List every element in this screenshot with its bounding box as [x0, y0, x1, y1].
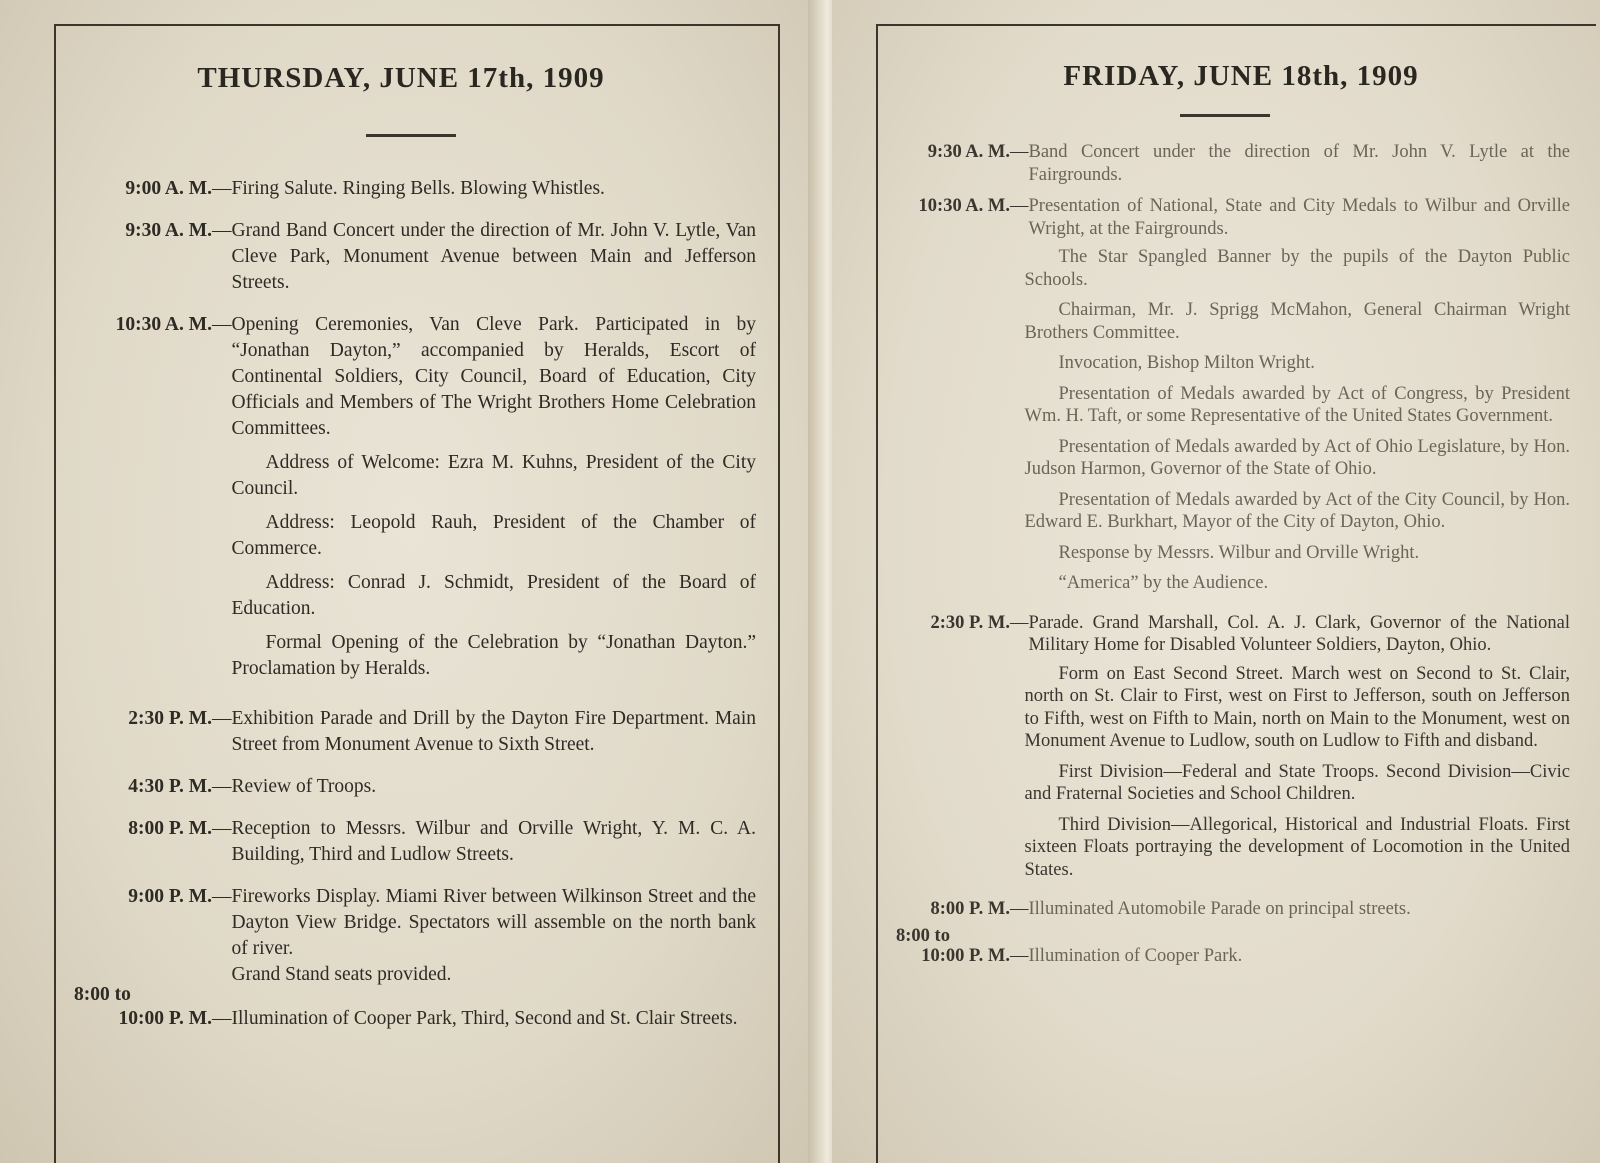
entry-subitem: Invocation, Bishop Milton Wright.: [1058, 353, 1315, 373]
schedule-entry: 10:30 A. M. — Opening Ceremonies, Van Cleve Park. Participated in by “Jonathan Dayton,” accompanied by Heralds, Escort of Continental Soldiers, City Council, Board of Education, City Officials and Members of The Wright Brothers Home Celebration Committees. Address of Welcome: Ezra M. Kuhns, President of the City Council. Address: Leopold Rauh, President of the Chamber of Commerce. Address: Conrad J. Schmidt, President of the Board of Education. Formal Opening of the Celebration by “Jonathan Dayton.” Proclamation by Heralds.: [60, 312, 756, 690]
right-day-title: FRIDAY, JUNE 18th, 1909: [1063, 60, 1419, 92]
entry-time: 9:30 A. M.: [927, 142, 1010, 162]
entry-time: 10:00 P. M.: [921, 946, 1010, 966]
left-title-rule: [366, 134, 456, 137]
entry-time: 9:00 A. M.: [125, 178, 212, 199]
entry-time: 9:00 P. M.: [128, 886, 212, 907]
schedule-entry: 8:00 P. M. — Illuminated Automobile Parade on principal streets.: [882, 898, 1570, 921]
entry-subitem: Presentation of Medals awarded by Act of Ohio Legislature, by Hon. Judson Harmon, Governor of the State of Ohio.: [1024, 436, 1570, 479]
entry-subitem: The Star Spangled Banner by the pupils of the Dayton Public Schools.: [1024, 247, 1570, 290]
schedule-entry: 10:30 A. M. — Presentation of National, State and City Medals to Wilbur and Orville Wright, at the Fairgrounds. The Star Spangled Banner by the pupils of the Dayton Public Schools. Chairman, Mr. J. Sprigg McMahon, General Chairman Wright Brothers Committee. Invocation, Bishop Milton Wright. Presentation of Medals awarded by Act of Congress, by President Wm. H. Taft, or some Representative of the United States Government. Presentation of Medals awarded by Act of Ohio Legislature, by Hon. Judson Harmon, Governor of the State of Ohio. Presentation of Medals awarded by Act of the City Council, by Hon. Edward E. Burkhart, Mayor of the City of Dayton, Ohio. Response by Messrs. Wilbur and Orville Wright. “America” by the Audience.: [882, 195, 1570, 603]
entry-text: Band Concert under the direction of Mr. John V. Lytle at the Fairgrounds.: [1028, 142, 1570, 185]
schedule-entry: 10:00 P. M. — Illumination of Cooper Park, Third, Second and St. Clair Streets.: [60, 1006, 756, 1032]
entry-time: 10:30 A. M.: [918, 196, 1010, 216]
entry-subitem: Formal Opening of the Celebration by “Jonathan Dayton.” Proclamation by Heralds.: [231, 632, 756, 679]
schedule-entry: 9:00 A. M. — Firing Salute. Ringing Bells. Blowing Whistles.: [60, 176, 756, 202]
entry-subitem: First Division—Federal and State Troops. Second Division—Civic and Fraternal Societies and School Children.: [1024, 761, 1570, 804]
entry-subitem: Presentation of Medals awarded by Act of Congress, by President Wm. H. Taft, or some Representative of the United States Government.: [1024, 383, 1570, 426]
entry-text: Illumination of Cooper Park, Third, Second and St. Clair Streets.: [231, 1008, 738, 1029]
entry-text: Opening Ceremonies, Van Cleve Park. Participated in by “Jonathan Dayton,” accompanied by Heralds, Escort of Continental Soldiers, City Council, Board of Education, City Officials and Members of The Wright Brothers Home Celebration Committees.: [231, 314, 756, 439]
entry-subitem: Form on East Second Street. March west on Second to St. Clair, north on St. Clair to First, west on First to Jefferson, south on Jefferson to Fifth, west on Fifth to Main, north on Main to the Monument, west on Monument Avenue to Ludlow, south on Ludlow to Fifth and disband.: [1024, 663, 1570, 751]
schedule-entry: 10:00 P. M. — Illumination of Cooper Park.: [882, 945, 1570, 968]
entry-time: 4:30 P. M.: [128, 776, 212, 797]
entry-time: 2:30 P. M.: [930, 612, 1010, 633]
schedule-entry: 8:00 P. M. — Reception to Messrs. Wilbur and Orville Wright, Y. M. C. A. Building, Third and Ludlow Streets.: [60, 816, 756, 868]
entry-time: 10:30 A. M.: [115, 314, 212, 335]
schedule-entry: 9:30 A. M. — Band Concert under the direction of Mr. John V. Lytle at the Fairgrounds.: [882, 141, 1570, 186]
entry-text: Presentation of National, State and City Medals to Wilbur and Orville Wright, at the Fairgrounds.: [1028, 196, 1570, 239]
entry-subitem: Address of Welcome: Ezra M. Kuhns, President of the City Council.: [231, 452, 756, 499]
right-title-rule: [1180, 114, 1270, 117]
entry-subitem: Response by Messrs. Wilbur and Orville Wright.: [1058, 542, 1420, 563]
entry-subitem: Chairman, Mr. J. Sprigg McMahon, General Chairman Wright Brothers Committee.: [1024, 300, 1570, 343]
schedule-entry: 2:30 P. M. — Exhibition Parade and Drill by the Dayton Fire Department. Main Street from Monument Avenue to Sixth Street.: [60, 706, 756, 758]
entry-time: 8:00 P. M.: [128, 818, 212, 839]
left-day-title: THURSDAY, JUNE 17th, 1909: [197, 62, 605, 94]
entry-text: Grand Band Concert under the direction of Mr. John V. Lytle, Van Cleve Park, Monument Avenue between Main and Jefferson Streets.: [231, 220, 756, 293]
left-schedule: [60, 176, 756, 1048]
entry-text: Firing Salute. Ringing Bells. Blowing Whistles.: [231, 178, 605, 199]
schedule-entry: 2:30 P. M. — Parade. Grand Marshall, Col. A. J. Clark, Governor of the National Military Home for Disabled Volunteer Soldiers, Dayton, Ohio. Form on East Second Street. March west on Second to St. Clair, north on St. Clair to First, west on First to Jefferson, south on Jefferson to Fifth, west on Fifth to Main, north on Main to the Monument, west on Monument Avenue to Ludlow, south on Ludlow to Fifth and disband. First Division—Federal and State Troops. Second Division—Civic and Fraternal Societies and School Children. Third Division—Allegorical, Historical and Industrial Floats. First sixteen Floats portraying the development of Locomotion in the United States.: [882, 612, 1570, 890]
right-schedule: [882, 141, 1570, 977]
entry-time: 8:00 P. M.: [930, 899, 1010, 919]
entry-note: Grand Stand seats provided.: [231, 964, 452, 985]
entry-text: Reception to Messrs. Wilbur and Orville Wright, Y. M. C. A. Building, Third and Ludlow Streets.: [231, 818, 756, 865]
entry-time: 9:30 A. M.: [125, 220, 212, 241]
entry-subitem: Address: Conrad J. Schmidt, President of the Board of Education.: [231, 572, 756, 619]
entry-subitem: Address: Leopold Rauh, President of the Chamber of Commerce.: [231, 512, 756, 559]
entry-subitem: Third Division—Allegorical, Historical and Industrial Floats. First sixteen Floats portraying the development of Locomotion in the United States.: [1024, 814, 1570, 880]
entry-text: Illuminated Automobile Parade on principal streets.: [1028, 899, 1411, 919]
entry-subitem: Presentation of Medals awarded by Act of the City Council, by Hon. Edward E. Burkhart, Mayor of the City of Dayton, Ohio.: [1024, 489, 1570, 532]
entry-text: Fireworks Display. Miami River between Wilkinson Street and the Dayton View Bridge. Spectators will assemble on the north bank of river.: [231, 886, 756, 959]
schedule-entry: 9:00 P. M. — Fireworks Display. Miami River between Wilkinson Street and the Dayton View Bridge. Spectators will assemble on the north bank of river. Grand Stand seats provided.: [60, 884, 756, 988]
time-range-start: 8:00 to: [74, 984, 131, 1005]
schedule-entry: 9:30 A. M. — Grand Band Concert under the direction of Mr. John V. Lytle, Van Cleve Park, Monument Avenue between Main and Jefferson Streets.: [60, 218, 756, 296]
entry-text: Illumination of Cooper Park.: [1028, 946, 1243, 966]
entry-subitem: “America” by the Audience.: [1058, 573, 1269, 593]
entry-text: Review of Troops.: [231, 776, 377, 797]
time-range-start: 8:00 to: [896, 925, 950, 946]
entry-text: Parade. Grand Marshall, Col. A. J. Clark, Governor of the National Military Home for Disabled Volunteer Soldiers, Dayton, Ohio.: [1028, 612, 1570, 655]
entry-time: 10:00 P. M.: [118, 1008, 212, 1029]
schedule-entry: 4:30 P. M. — Review of Troops.: [60, 774, 756, 800]
entry-text: Exhibition Parade and Drill by the Dayton Fire Department. Main Street from Monument Avenue to Sixth Street.: [231, 708, 756, 755]
right-page: [832, 0, 1600, 1163]
entry-time: 2:30 P. M.: [128, 708, 212, 729]
